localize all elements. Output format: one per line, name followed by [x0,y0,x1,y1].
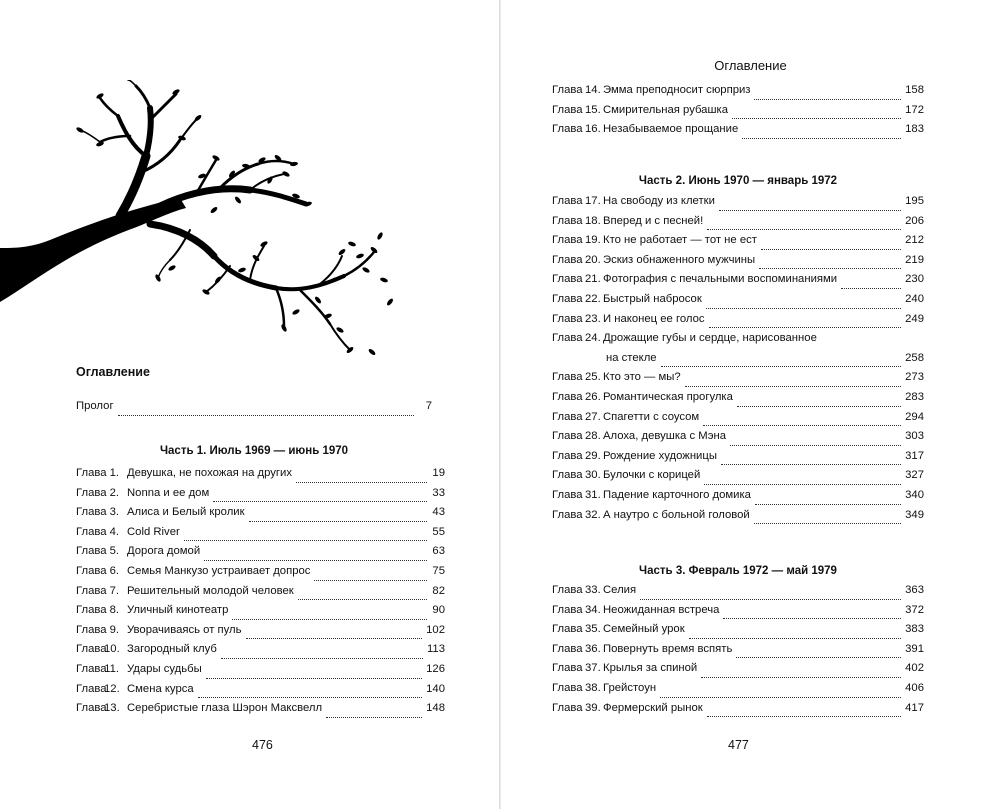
dot-leader [689,637,902,639]
toc-entry[interactable] [552,293,924,313]
chapter-page: 349 [905,508,924,521]
dot-leader [723,617,901,619]
toc-list-part2 [552,195,924,528]
toc-entry[interactable] [552,215,924,235]
toc-entry[interactable] [552,195,924,215]
chapter-number: 13. [104,702,120,715]
chapter-number: 31. [585,488,601,501]
chapter-label: Глава [552,123,583,136]
toc-entry[interactable] [552,234,924,254]
chapter-title: Уличный кинотеатр [127,604,229,617]
toc-entry-prologue[interactable] [76,400,432,420]
dot-leader [298,598,427,600]
chapter-title: Незабываемое прощание [603,123,739,136]
dot-leader [246,637,423,639]
toc-entry[interactable] [76,545,445,565]
toc-entry[interactable] [552,104,924,124]
chapter-title: Семья Манкузо устраивает допрос [127,564,311,577]
dot-leader [707,228,901,230]
chapter-title: Фотография с печальными воспоминаниями [603,273,838,286]
chapter-label: Глава [552,253,583,266]
chapter-number: 24. [585,332,601,345]
chapter-title: Девушка, не похожая на других [127,467,292,479]
chapter-number: 18. [585,214,601,227]
chapter-label: Глава [552,410,583,423]
chapter-label: Глава [76,486,107,499]
chapter-label: Глава [76,682,107,695]
chapter-number: 8. [109,604,119,617]
toc-entry[interactable] [552,84,924,104]
chapter-label: Глава [552,488,583,501]
chapter-title: Эскиз обнаженного мужчины [603,253,756,266]
chapter-title: Загородный клуб [127,643,217,656]
chapter-title: Эмма преподносит сюрприз [603,84,751,96]
chapter-title: Быстрый набросок [603,292,702,305]
dot-leader [118,414,414,416]
chapter-title: Повернуть время вспять [603,642,733,655]
toc-entry[interactable] [76,683,445,703]
chapter-number: 22. [585,292,601,305]
chapter-page: 317 [905,449,924,462]
chapter-number: 20. [585,253,601,266]
chapter-title: Nonna и ее дом [127,486,210,499]
chapter-title: А наутро с больной головой [603,508,750,521]
dot-leader [742,137,901,139]
chapter-label: Глава [552,273,583,286]
chapter-label: Глава [552,681,583,694]
chapter-title: Дорога домой [127,545,201,558]
chapter-label: Глава [552,449,583,462]
toc-entry[interactable] [76,565,445,585]
chapter-page: 283 [905,390,924,403]
chapter-page: 7 [425,400,432,412]
chapter-page: 206 [905,214,924,227]
toc-entry[interactable] [552,509,924,529]
chapter-page: 19 [432,467,445,479]
chapter-number: 2. [109,486,119,499]
dot-leader [736,656,901,658]
chapter-page: 230 [905,273,924,286]
chapter-title: Алоха, девушка с Мэна [603,430,727,443]
chapter-number: 14. [585,84,601,96]
toc-list-part1-continued [552,84,924,143]
chapter-page: 273 [905,371,924,384]
chapter-number: 7. [109,584,119,597]
chapter-label: Глава [76,545,107,558]
dot-leader [221,657,423,659]
chapter-label: Глава [76,564,107,577]
left-page [0,0,499,809]
part-title: Часть 1. Июль 1969 — июнь 1970 [159,445,349,457]
chapter-page: 240 [905,292,924,305]
chapter-title: Кто не работает — тот не ест [603,234,757,247]
prologue-list [76,400,432,420]
toc-entry[interactable] [552,682,924,702]
chapter-label: Глава [552,332,583,345]
dot-leader [755,503,901,505]
chapter-label: Глава [552,701,583,714]
chapter-page: 363 [905,584,924,596]
chapter-title: Романтическая прогулка [603,390,733,403]
toc-entry[interactable] [552,662,924,682]
chapter-title: Падение карточного домика [603,488,751,501]
toc-entry[interactable] [552,702,924,722]
chapter-title: Вперед и с песней! [603,214,704,227]
dot-leader [754,522,901,524]
chapter-label: Глава [552,103,583,116]
chapter-number: 16. [585,123,601,136]
chapter-number: 17. [585,195,601,207]
dot-leader [660,696,901,698]
chapter-page: 327 [905,469,924,482]
chapter-number: 37. [585,662,601,675]
chapter-label: Глава [552,603,583,616]
toc-list-part1 [76,467,445,722]
chapter-label: Глава [552,642,583,655]
toc-entry[interactable] [552,313,924,333]
dot-leader [661,365,902,367]
toc-entry[interactable] [76,624,445,644]
toc-entry[interactable] [552,584,924,604]
dot-leader [721,463,901,465]
dot-leader [761,248,901,250]
chapter-page: 212 [905,234,924,247]
chapter-page: 140 [426,682,445,695]
chapter-page: 183 [905,123,924,136]
chapter-label: Глава [552,84,583,96]
chapter-label: Глава [76,604,107,617]
chapter-number: 39. [585,701,601,714]
chapter-page: 90 [432,604,445,617]
toc-entry[interactable] [76,702,445,722]
chapter-label: Глава [552,195,583,207]
chapter-label: Глава [76,467,107,479]
chapter-label: Глава [552,662,583,675]
page-number: 477 [728,738,749,752]
chapter-page: 126 [426,662,445,675]
chapter-title: Селия [603,584,637,596]
dot-leader [732,117,901,119]
chapter-number: 33. [585,584,601,596]
chapter-title: Смена курса [127,682,194,695]
chapter-number: 10. [104,643,120,656]
dot-leader [759,267,901,269]
chapter-page: 383 [905,623,924,636]
chapter-label: Глава [552,234,583,247]
chapter-page: 249 [905,312,924,325]
toc-entry[interactable] [76,467,445,487]
chapter-page: 148 [426,702,445,715]
chapter-label: Глава [76,702,107,715]
chapter-title: Cold River [127,525,180,538]
chapter-page: 102 [426,623,445,636]
chapter-title: Неожиданная встреча [603,603,720,616]
chapter-title: Алиса и Белый кролик [127,506,245,519]
chapter-page: 82 [432,584,445,597]
chapter-title: Крылья за спиной [603,662,698,675]
toc-list-part3 [552,584,924,721]
toc-entry[interactable] [76,487,445,507]
chapter-page: 303 [905,430,924,443]
toc-entry[interactable] [552,604,924,624]
page-number: 476 [252,738,273,752]
dot-leader [326,716,422,718]
dot-leader [703,424,901,426]
toc-entry[interactable] [76,663,445,683]
chapter-page: 294 [905,410,924,423]
dot-leader [213,500,427,502]
chapter-label: Глава [552,584,583,596]
chapter-number: 21. [585,273,601,286]
toc-entry[interactable] [552,469,924,489]
chapter-title: Удары судьбы [127,662,202,675]
toc-entry-wrapped-continuation[interactable] [552,352,924,372]
chapter-title: Пролог [76,400,114,412]
dot-leader [685,385,902,387]
chapter-title: Уворачиваясь от пуль [127,623,242,636]
toc-entry[interactable] [552,643,924,663]
dot-leader [204,559,427,561]
chapter-page: 55 [432,525,445,538]
chapter-title: Семейный урок [603,623,685,636]
dot-leader [709,326,902,328]
chapter-title: Фермерский рынок [603,701,703,714]
chapter-label: Глава [552,623,583,636]
chapter-page: 75 [432,564,445,577]
toc-entry[interactable] [552,123,924,143]
dot-leader [737,405,901,407]
toc-entry[interactable] [552,371,924,391]
toc-entry-wrapped[interactable] [552,332,924,352]
right-page [501,0,1000,809]
toc-entry[interactable] [552,411,924,431]
chapter-number: 30. [585,469,601,482]
chapter-number: 35. [585,623,601,636]
chapter-label: Глава [552,214,583,227]
dot-leader [719,209,901,211]
chapter-number: 25. [585,371,601,384]
chapter-page: 195 [905,195,924,207]
chapter-label: Глава [76,506,107,519]
chapter-label: Глава [552,371,583,384]
chapter-title: Спагетти с соусом [603,410,700,423]
chapter-number: 26. [585,390,601,403]
dot-leader [314,579,427,581]
chapter-title: Дрожащие губы и сердце, нарисованное [603,332,817,345]
chapter-number: 12. [104,682,120,695]
dot-leader [198,696,422,698]
toc-entry[interactable] [552,430,924,450]
toc-entry[interactable] [76,506,445,526]
chapter-label: Глава [76,584,107,597]
chapter-page: 340 [905,488,924,501]
chapter-page: 406 [905,681,924,694]
chapter-page: 158 [905,84,924,96]
dot-leader [640,598,901,600]
toc-entry[interactable] [552,450,924,470]
chapter-number: 27. [585,410,601,423]
toc-entry[interactable] [76,604,445,624]
chapter-label: Глава [552,292,583,305]
chapter-number: 11. [104,662,119,675]
chapter-number: 15. [585,103,601,116]
toc-entry[interactable] [76,526,445,546]
chapter-title-continued: на стекле [606,351,657,364]
toc-heading: Оглавление [76,365,150,379]
chapter-number: 34. [585,603,601,616]
chapter-number: 1. [109,467,119,479]
chapter-number: 23. [585,312,601,325]
chapter-title: Кто это — мы? [603,371,681,384]
dot-leader [296,481,427,483]
chapter-number: 29. [585,449,601,462]
chapter-label: Глава [76,662,107,675]
chapter-title: И наконец ее голос [603,312,705,325]
chapter-title: На свободу из клетки [603,195,715,207]
chapter-number: 4. [109,525,119,538]
toc-entry[interactable] [552,391,924,411]
dot-leader [704,483,901,485]
toc-entry[interactable] [552,254,924,274]
chapter-title: Смирительная рубашка [603,103,728,116]
dot-leader [841,287,901,289]
chapter-title: Серебристые глаза Шэрон Максвелл [127,702,323,715]
chapter-number: 32. [585,508,601,521]
chapter-number: 6. [109,564,119,577]
toc-entry[interactable] [76,585,445,605]
chapter-page: 402 [905,662,924,675]
chapter-label: Глава [76,525,107,538]
dot-leader [706,307,901,309]
chapter-page: 372 [905,603,924,616]
chapter-page: 219 [905,253,924,266]
toc-entry[interactable] [552,273,924,293]
chapter-page: 33 [432,486,445,499]
dot-leader [184,539,427,541]
chapter-number: 19. [585,234,601,247]
chapter-number: 3. [109,506,119,519]
chapter-page: 417 [905,701,924,714]
chapter-number: 28. [585,430,601,443]
chapter-number: 5. [109,545,119,558]
toc-entry[interactable] [76,643,445,663]
toc-heading: Оглавление [714,58,787,73]
dot-leader [249,520,427,522]
chapter-label: Глава [552,469,583,482]
dot-leader [701,676,901,678]
chapter-title: Булочки с корицей [603,469,701,482]
chapter-page: 172 [905,103,924,116]
dot-leader [730,444,901,446]
dot-leader [206,677,422,679]
chapter-label: Глава [552,508,583,521]
part-title: Часть 3. Февраль 1972 — май 1979 [639,565,837,577]
toc-entry[interactable] [552,623,924,643]
chapter-page: 391 [905,642,924,655]
chapter-page: 43 [432,506,445,519]
chapter-label: Глава [76,643,107,656]
dot-leader [232,618,427,620]
chapter-label: Глава [552,312,583,325]
toc-entry[interactable] [552,489,924,509]
chapter-label: Глава [552,430,583,443]
chapter-title: Решительный молодой человек [127,584,294,597]
chapter-page: 63 [432,545,445,558]
tree-branch-icon [0,80,400,370]
chapter-number: 38. [585,681,601,694]
chapter-title: Рождение художницы [603,449,717,462]
chapter-page: 113 [426,643,445,656]
chapter-page: 258 [905,351,924,364]
chapter-label: Глава [552,390,583,403]
dot-leader [707,715,901,717]
chapter-title: Грейстоун [603,681,657,694]
chapter-number: 9. [109,623,119,636]
chapter-label: Глава [76,623,107,636]
dot-leader [754,98,901,100]
chapter-number: 36. [585,642,601,655]
part-title: Часть 2. Июнь 1970 — январь 1972 [638,175,838,187]
